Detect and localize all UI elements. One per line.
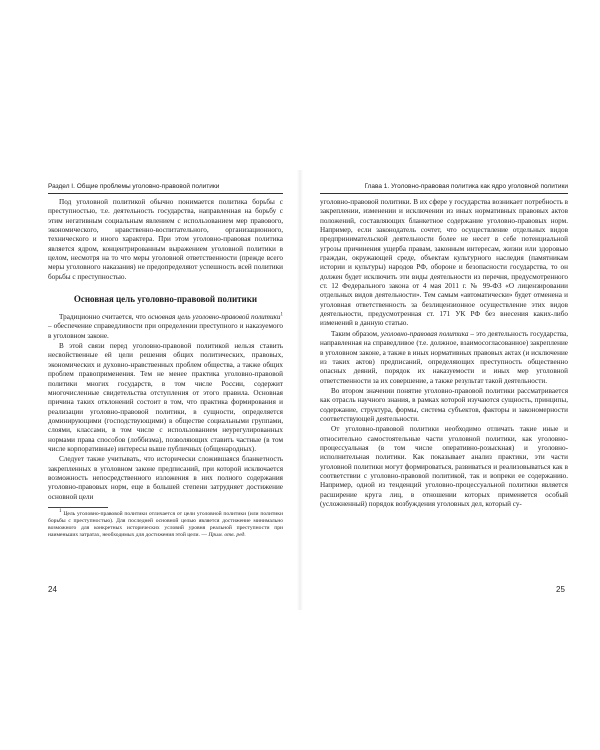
footnote-marker: 1	[59, 509, 62, 515]
footnote-note: Прим. отв. ред.	[208, 531, 246, 538]
paragraph: Следует также учитывать, что исторически сложившаяся бланкетность закрепленных в уголовном законе предписаний, при которой исключается возможность непосредственного изложения в них полного содержания уголовно-правовых норм, еще в большей степени затрудняет достижение основной цели	[48, 455, 283, 501]
paragraph: уголовно-правовой политики. В их сфере у государства возникает потребность в закреплении, изменении и исключении из иных нормативных правовых актов положений, составляющих бланкетное содержание уголовно-правовых норм. Например, если законодатель сочтет, что осуществление отдельных видов предпринимательской деятельности более не несет в себе потенциальной угрозы причинения ущерба правам, законным интересам, жизни или здоровью граждан, окружающей среде, объектам культурного наследия (памятникам истории и культуры) народов РФ, обороне и безопасности государства, то он должен будет исключить эти виды деятельности из перечня, предусмотренного ст. 12 Федерального закона от 4 мая 2011 г. № 99-ФЗ «О лицензировании отдельных видов деятельности». Тем самым «автоматически» будет отменена и уголовная ответственность за безлицензионное осуществление этих видов деятельности, предусмотренная ст. 171 УК РФ без внесения каких-либо изменений в данную статью.	[320, 198, 568, 328]
paragraph-text: – обеспечение справедливости при определении преступного и наказуемого в уголовном законе.	[48, 322, 283, 340]
footnote-marker: 1	[280, 312, 283, 318]
footnote	[48, 511, 283, 539]
header-rule	[48, 193, 283, 194]
section-title: Основная цель уголовно-правовой политики	[73, 294, 258, 305]
paragraph-text: Таким образом,	[331, 329, 381, 338]
footnote-text: Цель уголовно-правовой политики отличается от цели уголовной политики (или политики борьбы с преступностью). Для последней основной целью является достижение минимально возможного для конкретных исторических условий уровня реальной преступности при наименьших затратах, необходимых для достижения этой цели. —	[48, 510, 283, 538]
italic-term: основная цель уголовно-правовой политики	[147, 313, 281, 322]
goal-paragraph	[48, 313, 283, 341]
definition-paragraph	[320, 330, 568, 386]
page-number: 25	[556, 585, 565, 594]
paragraph: Под уголовной политикой обычно понимается политика борьбы с преступностью, т.е. деятельность государства, направленная на борьбу с этим негативным социальным явлением с использованием мер правового, экономического, нравственно-воспитательного, организационного, технического и иного характера. При этом уголовно-правовая политика является ядром, концентрированным выражением уголовной политики в целом, несмотря на то что меры уголовной ответственности (прежде всего меры уголовного наказания) не предопределяют успешность всей политики борьбы с преступностью.	[48, 198, 283, 281]
text-column	[48, 198, 283, 539]
paragraph: В этой связи перед уголовно-правовой политикой нельзя ставить несвойственные ей цели решения общих политических, правовых, экономических и духовно-нравственных проблем общества, а также общих проблем правоприменения. Тем не менее практика уголовно-правовой политики многих государств, в том числе России, содержит многочисленные свидетельства отступления от этого правила. Основная причина таких отклонений состоит в том, что практика формирования и реализации уголовно-правовой политики, в сущности, определяется доминирующими (господствующими) в обществе социальными группами, слоями, классами, в том числе с использованием неурегулированных нормами права способов (лоббизма), позволяющих ставить частные (в том числе корпоративные) интересы выше публичных (общенародных).	[48, 342, 283, 453]
italic-term: уголовно-правовая политика	[380, 329, 469, 338]
running-head: Глава 1. Уголовно-правовая политика как ядро уголовной политики	[364, 183, 568, 190]
paragraph-text: Традиционно считается, что	[59, 313, 148, 322]
right-page	[300, 0, 600, 750]
text-column	[320, 198, 568, 509]
header-rule	[320, 193, 568, 194]
paragraph: От уголовно-правовой политики необходимо отличать такие иные и относительно самостоятельные части уголовной политики, как уголовно-процессуальная (в том числе оперативно-розыскная) и уголовно-исполнительная политики. Как показывает анализ практики, эти части уголовной политики могут формироваться, развиваться и реализовываться как в соответствии с уголовно-правовой политикой, так и вопреки ее содержанию. Например, одной из тенденций уголовно-процессуальной политики является расширение круга лиц, в отношении которых применяется особый (усложненный) порядок возбуждения уголовных дел, который су-	[320, 425, 568, 508]
paragraph-text: – это деятельность государства, направленная на справедливое (т.е. должное, взаимосогласованное) закрепление в уголовном законе, а также в иных нормативных правовых актах (и исключение из таких актов) предписаний, определяющих преступность общественно опасных деяний, порядок их наказуемости и иных мер уголовной ответственности за их совершение, а также результат такой деятельности.	[320, 329, 569, 385]
running-head: Раздел I. Общие проблемы уголовно-правовой политики	[48, 183, 220, 190]
paragraph: Во втором значении понятие уголовно-правовой политики рассматривается как отрасль научного знания, в рамках которой изучаются сущность, принципы, содержание, структура, формы, система субъектов, факторы и закономерности соответствующей деятельности.	[320, 386, 568, 423]
page-number: 24	[48, 585, 57, 594]
footnote-rule	[48, 507, 108, 508]
